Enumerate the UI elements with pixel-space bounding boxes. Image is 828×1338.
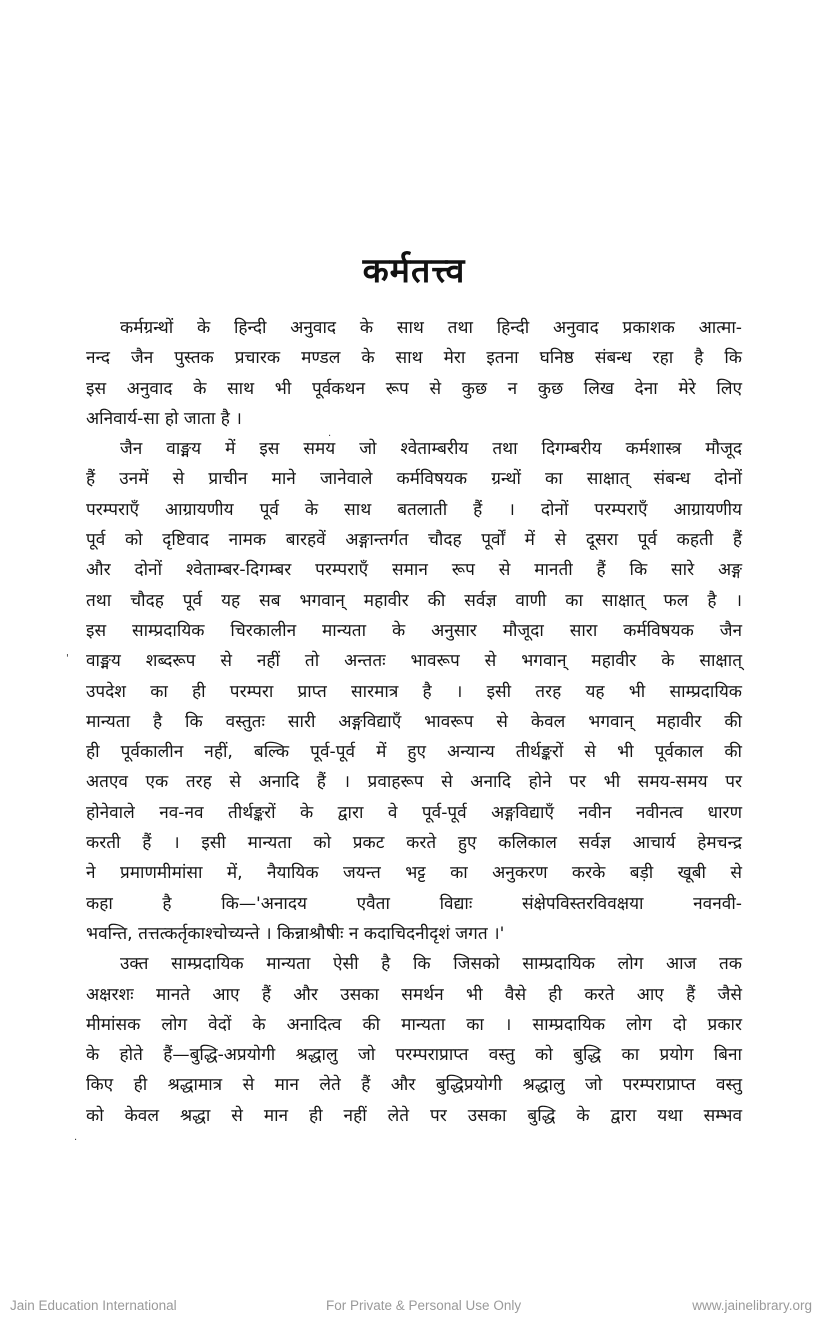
text-line: मीमांसक लोग वेदों के अनादित्व की मान्यता का । साम्प्रदायिक लोग दो प्रकार: [86, 1014, 742, 1035]
text-line: किए ही श्रद्धामात्र से मान लेते हैं और बुद्धिप्रयोगी श्रद्धालु जो परम्पराप्राप्त वस्तु: [86, 1075, 742, 1096]
quote-line: भवन्ति, तत्तत्कर्तृकाश्चोच्यन्ते । किन्नाश्रौषीः न कदाचिदनीदृशं जगत ।': [86, 923, 505, 944]
text-line: और दोनों श्वेताम्बर-दिगम्बर परम्पराएँ समान रूप से मानती हैं कि सारे अङ्ग: [86, 560, 742, 581]
text-line: तथा चौदह पूर्व यह सब भगवान् महावीर की सर्वज्ञ वाणी का साक्षात् फल है ।: [86, 590, 742, 611]
body-text: [86, 313, 742, 1131]
text-line: इस अनुवाद के साथ भी पूर्वकथन रूप से कुछ न कुछ लिख देना मेरे लिए: [86, 378, 742, 399]
text-line: अक्षरशः मानते आए हैं और उसका समर्थन भी वैसे ही करते आए हैं जैसे: [86, 984, 742, 1005]
quote-line: कहा है कि—'अनादय एवैता विद्याः संक्षेपविस्तरविवक्षया नवनवी-: [86, 893, 742, 914]
text-line: के होते हैं—बुद्धि-अप्रयोगी श्रद्धालु जो परम्पराप्राप्त वस्तु को बुद्धि का प्रयोग बिना: [86, 1045, 742, 1066]
text-line: इस साम्प्रदायिक चिरकालीन मान्यता के अनुसार मौजूदा सारा कर्मविषयक जैन: [86, 620, 742, 641]
text-line: पूर्व को दृष्टिवाद नामक बारहवें अङ्गान्तर्गत चौदह पूर्वों में से दूसरा पूर्व कहती हैं: [86, 530, 742, 551]
text-line: मान्यता है कि वस्तुतः सारी अङ्गविद्याएँ भावरूप से केवल भगवान् महावीर की: [86, 711, 742, 732]
text-line: कर्मग्रन्थों के हिन्दी अनुवाद के साथ तथा हिन्दी अनुवाद प्रकाशक आत्मा-: [120, 318, 742, 338]
scan-mark: .: [74, 1132, 78, 1143]
text-line: होनेवाले नव-नव तीर्थङ्करों के द्वारा वे पूर्व-पूर्व अङ्गविद्याएँ नवीन नवीनत्व धारण: [86, 802, 742, 823]
footer: [0, 1298, 828, 1318]
footer-usage-notice: For Private & Personal Use Only: [326, 1298, 522, 1313]
text-line: अनिवार्य-सा हो जाता है ।: [86, 408, 242, 429]
scan-mark: .: [328, 428, 332, 439]
text-line: उक्त साम्प्रदायिक मान्यता ऐसी है कि जिसको साम्प्रदायिक लोग आज तक: [120, 954, 742, 975]
text-line: परम्पराएँ आग्रायणीय पूर्व के साथ बतलाती हैं । दोनों परम्पराएँ आग्रायणीय: [86, 499, 742, 520]
text-line: हैं उनमें से प्राचीन माने जानेवाले कर्मविषयक ग्रन्थों का साक्षात् संबन्ध दोनों: [86, 469, 742, 490]
text-line: को केवल श्रद्धा से मान ही नहीं लेते पर उसका बुद्धि के द्वारा यथा सम्भव: [86, 1105, 742, 1126]
text-line: अतएव एक तरह से अनादि हैं । प्रवाहरूप से अनादि होने पर भी समय-समय पर: [86, 772, 742, 793]
text-line: ही पूर्वकालीन नहीं, बल्कि पूर्व-पूर्व में हुए अन्यान्य तीर्थङ्करों से भी पूर्वकाल की: [86, 742, 742, 763]
text-line: करती हैं । इसी मान्यता को प्रकट करते हुए कलिकाल सर्वज्ञ आचार्य हेमचन्द्र: [86, 833, 742, 854]
footer-publisher: Jain Education International: [10, 1298, 177, 1313]
page-title: कर्मतत्त्व: [362, 251, 466, 291]
footer-website-link[interactable]: www.jainelibrary.org: [692, 1298, 812, 1313]
text-line: जैन वाङ्मय में इस समय जो श्वेताम्बरीय तथा दिगम्बरीय कर्मशास्त्र मौजूद: [120, 439, 742, 460]
scan-mark: ': [66, 653, 69, 664]
text-line: नन्द जैन पुस्तक प्रचारक मण्डल के साथ मेरा इतना घनिष्ठ संबन्ध रहा है कि: [86, 348, 742, 369]
text-line: ने प्रमाणमीमांसा में, नैयायिक जयन्त भट्ट का अनुकरण करके बड़ी खूबी से: [86, 863, 742, 884]
text-line: वाङ्मय शब्दरूप से नहीं तो अन्ततः भावरूप से भगवान् महावीर के साक्षात्: [86, 651, 742, 672]
text-line: उपदेश का ही परम्परा प्राप्त सारमात्र है । इसी तरह यह भी साम्प्रदायिक: [86, 681, 742, 702]
